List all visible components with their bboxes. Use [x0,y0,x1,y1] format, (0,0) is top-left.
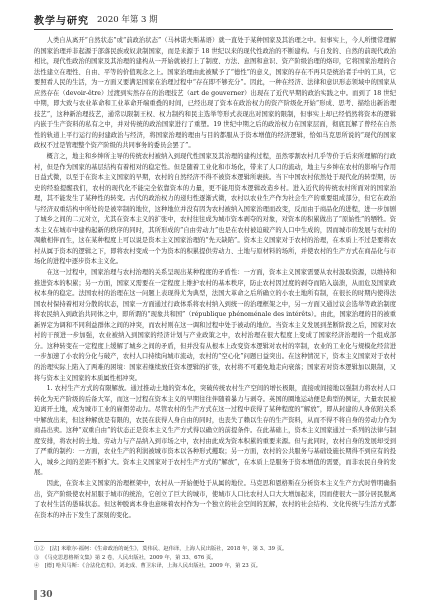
footnote: ④ [德] 哈贝马斯：《合法化危机》，刘北成、曹卫东译，上海人民出版社，2009 年，第 23 页。 [34,563,262,570]
body-text [34,36,396,541]
body-paragraph: 在这一过程中，国家治理与农村治理的关系呈现出某种程度的矛盾性：一方面，资本主义国家需要从农村汲取资源，以维持和推进资本的积累；另一方面，国家又需要在一定程度上维护农村的基本秩序，防止农村因过度的剥夺而陷入崩溃，从而危及国家政权本身的稳定。法国农村的治理在这一问题上表现得尤为典型，法国大革命之后所确立的小农土地所有制，在很长的时期内使得法国农村保持着相对分散的状态，国家一方面通过行政体系将农村纳入到统一的治理框架之中，另一方面又通过议会选举等政治制度将农民纳入到政治共同体之中，即所谓的“现象共和国”（république phénoménale des intérêts）。由此，国家治理的目的被重新界定为调和不同利益群体之间的冲突，而农村则在这一调和过程中处于被动的地位。当资本主义发展到垄断阶段之后，国家对农村的干预进一步加强，农业被纳入到国家的经济计划与产业政策之中，农村治理在很大程度上变成了国家经济治理的一个组成部分。这种转变在一定程度上缓解了城乡之间的矛盾，但并没有从根本上改变资本逻辑对农村的宰制，农业的工业化与规模化经营进一步加速了小农的分化与破产，农村人口持续向城市流动，农村的“空心化”问题日益突出。在这种情况下，资本主义国家对于农村的治理实际上陷入了两难的困境：国家若继续放任资本逻辑的扩张，农村将不可避免地走向衰落；国家若对资本逻辑加以限制，又将与资本主义国家的本质属性相冲突。 [34,269,396,382]
header-rule [34,29,393,30]
body-paragraph: 人类自从离开“自然状态”或“前政治状态”（马林诺夫斯基语）就一直处于某种国家及其治理之中。但事实上，今人所惯常理解的国家治理并非起源于部落民族或奴隶制国家，而是来源于 18 世纪以来的现代性政治的不断建构。与自发的、自然的前现代政治相比，现代性政治的国家及其治理的建构从一开始就被打上了制度、方法、意图和意识、资产阶级治理的烙印，它将国家治理的合法性建立在理性、自由、平等的价值观念之上。国家治理由此被赋予了“德性”的意义，国家的存在不再只是统治者手中的工具，它要照看人民的生活，为一方面又要满足国家在治理过程中“存在即不够充分”。因此，一种在经济、法律和意识形态领域中的国家从应然存在（devoir-être）过渡到实然存在的治理技艺（art de gouverner）出现在了近代早期的政治实践之中。而到了 18 世纪中期，即大致与农业革命和工业革命开端重叠的时间，已经出现了资本在政治权力的资产阶级化开始“形成、思考、描绘出新治理技艺”，这种新治理技艺，通常以限制王权、权力制约和民主选举等形式表现出对国家的限制，但事实上却已经悄然将资本的逻辑内嵌于生产资料的私有之中，并对传统的政治国家进行了重塑。19 世纪中期之后的政治权力在国家层面，彻底瓦解了曾经在自然性的轨道上平行运行的封建政治与经济，将国家治理的理由与目的都服从于资本增值的经济逻辑，恰如马克思所说的“现代的国家政权不过是管理整个资产阶级的共同事务的委员会罢了”。 [34,37,396,150]
running-header [34,11,393,27]
issue-info: 2020 年第 3 期 [97,15,158,25]
section-paragraph: 1. 农村生产方式的有限解放。通过推动土地的资本化，突破传统农村生产空间的增长极限，直接或间接地以强制力将农村人口转化为无产阶级的后备大军，而这一过程在资本主义的早期往往伴随着暴力与剥夺。英国的圈地运动便是典型的例证，大量农民被迫离开土地，成为城市工业的雇佣劳动力。尽管农村的生产方式在这一过程中获得了某种程度的“解放”，即从封建的人身依附关系中解放出来，但这种解放是有限的，农民在获得人身自由的同时，也丧失了赖以生存的生产资料，从而不得不将自身的劳动力作为商品出卖。这种“双重自由”的状态正是资本主义生产方式得以确立的前提条件。在此基础上，资本主义国家通过一系列的法律与制度安排，将农村的土地、劳动力与产品纳入到市场之中，农村由此成为资本积累的重要来源。但与此同时，农村自身的发展却受到了严重的制约：一方面，农业生产的利润被城市资本以各种形式攫取；另一方面，农村的公共服务与基础设施长期得不到应有的投入，城乡之间的差距不断扩大。资本主义国家对于农村生产方式的“解放”，在本质上是服务于资本增值的需要，而非农民自身的发展。 [34,385,396,477]
body-paragraph: 因此，在资本主义国家的治理框架中，农村从一开始便处于从属的地位。马克思和恩格斯在分析资本主义生产方式时曾明确指出，资产阶级使农村屈服于城市的统治，它创立了巨大的城市，使城市人口比农村人口大大增加起来，因而使很大一部分居民脱离了农村生活的愚昧状态。但这种脱离本身也意味着农村作为一个独立的社会空间的瓦解，农村的社会结构、文化传统与生活方式都在资本的冲击下发生了深刻的变化。 [34,479,396,519]
body-paragraph: 概言之，地主和乡绅所主导的传统农村被纳入到现代性国家及其治理的建构过程，虽然零割农村几乎等价于后来所理解的行政村，但是作为国家的基层结构有着相对的稳定性。但是随着工业化和市场化，带来了人口的流动，地主与乡绅在农村的影响与作用日益式微，以至于在资本主义国家的早期，农村的自然经济不得不被资本逻辑所裹挟。当下中国农村依然处于现代化的转型期，历史的经验提醒我们，农村的现代化不能完全依靠资本的力量，更不能用资本逻辑改造乡村。进入近代的传统农村所面对的国家治理，其不能发生了某种性的转变。古代的政治权力的递归性逐渐式微，农村以农业生产作为社会生产的重要组成部分，但它在政治与经济双重结构中所处的是被宰制的地位，这种地位并没有因为农村被纳入国家治理而改变，反而由于商品化的进程，进一步加剧了城乡之间的二元对立，尤其在资本主义的扩张中，农村往往成为城市资本剥夺的对象，对资本的积累做出了“原始性”的牺牲。资本主义在城市中建构起新的秩序的同时，其所形成的“自由劳动力”也是在农村被迫破产的人口中生成的，因而城市的发展与农村的凋敝相伴而生，这在某种程度上可以说是资本主义国家治理的“先天缺陷”。资本主义国家对于农村的治理，在本质上不过是要将农村从属于资本的逻辑之下，即将农村变成一个为资本的积累提供劳动力、土地与原材料的场所，并使农村的生产方式在商品化与市场化的进程中逐步资本主义化。 [34,153,396,266]
page-number: 30 [34,590,53,600]
footnotes [34,545,396,571]
footnote: ③ 《马克思恩格斯文集》第 2 卷，人民出版社，2009 年，第 33、676 页。 [34,554,217,561]
journal-name: 教学与研究 [34,15,89,27]
footnote-rule [34,541,144,542]
footnote: ①② [法] 米歇尔·福柯：《生命政治的诞生》，莫伟民、赵伟译，上海人民出版社，2018 年，第 3、39 页。 [34,546,288,552]
